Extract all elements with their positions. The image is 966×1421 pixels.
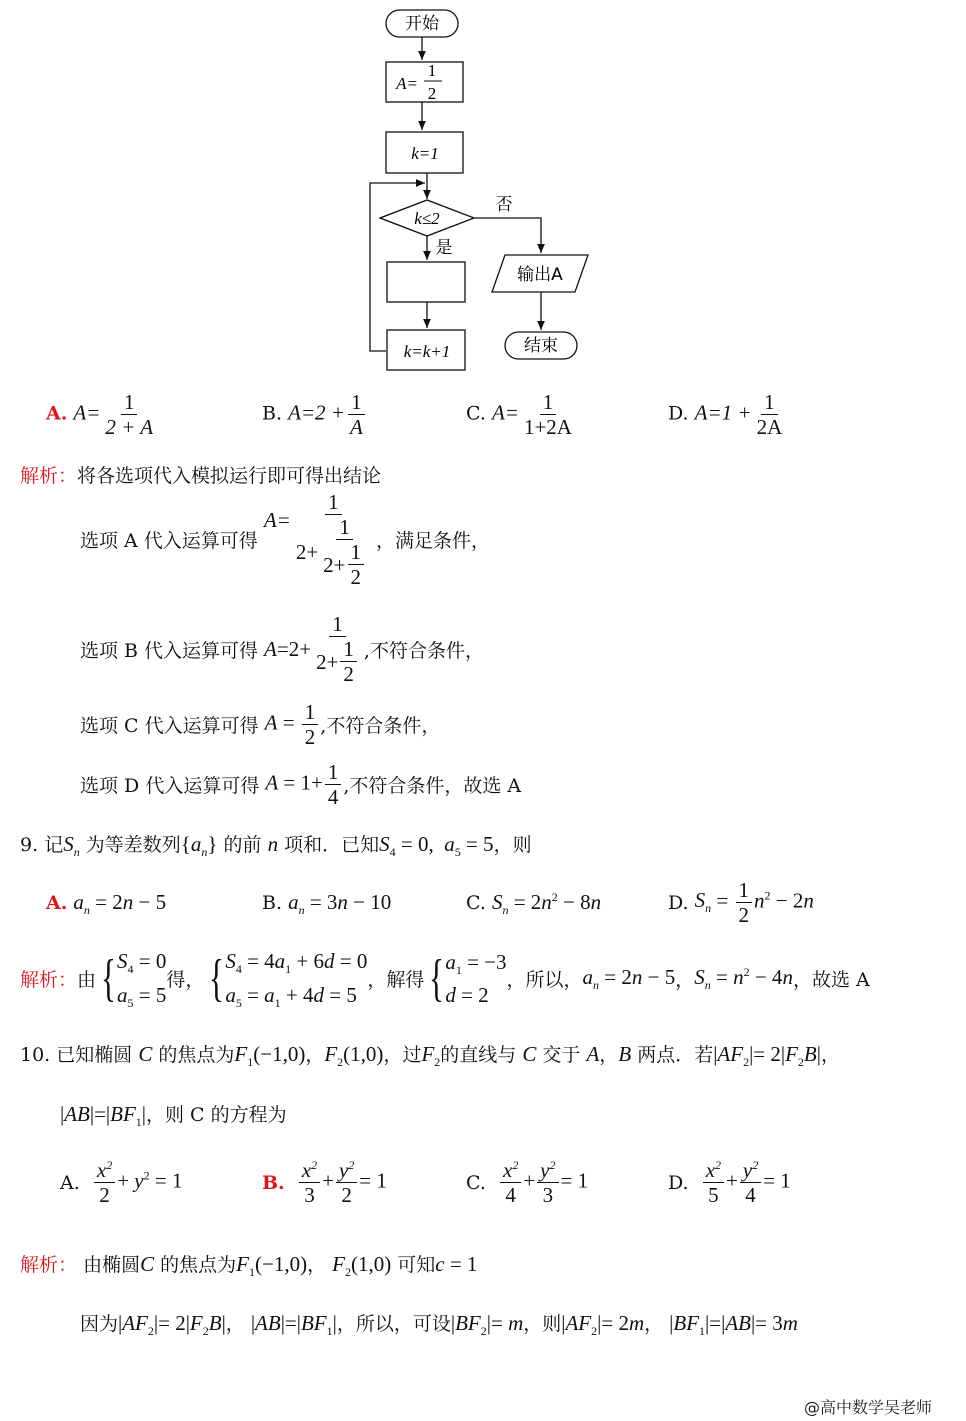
blank-process-box (387, 262, 465, 302)
q8-step-a: 选项 A 代入运算可得 A= 1 2+ 1 2+ $\frac{1}{2}$ ，满足条件， (80, 490, 491, 590)
q9-option-c[interactable]: C. $S_n = 2n^2 - 8n$ (466, 890, 602, 918)
q8-option-d[interactable]: D. A=1 + $\frac{1}{2A}$ (668, 390, 783, 440)
no-label: 否 (495, 195, 513, 215)
q10-option-b[interactable]: B. $\frac{x^2}{3}$ + $\frac{y^2}{2}$ = 1 (262, 1158, 387, 1208)
yes-label: 是 (435, 238, 453, 258)
q10-option-d[interactable]: D. $\frac{x^2}{5}$ + $\frac{y^2}{4}$ = 1 (668, 1158, 791, 1208)
q8-option-a[interactable]: A. A= $\frac{1}{2 + A}$ (46, 390, 154, 440)
q9-option-b[interactable]: B. $a_n = 3n - 10$ (262, 890, 392, 918)
watermark: @高中数学吴老师 (804, 1398, 933, 1417)
q9-option-d[interactable]: D. $S_n$ = $\frac{1}{2}$ $n^2 - 2n$ (668, 878, 814, 928)
q8-option-b[interactable]: B. A=2 + $\frac{1}{A}$ (262, 390, 363, 440)
q10-option-a[interactable]: A. $\frac{x^2}{2}$ + $y^2 = 1$ (60, 1158, 183, 1208)
svg-text:2: 2 (427, 84, 437, 103)
q10-stem-line1: 10. 已知椭圆 C 的焦点为$F_1(-1,0)$，$F_2(1,0)$，过$F_2$的直线与 C 交于 A，B 两点．若$|AF_2|= 2|F_2B|$， (20, 1042, 840, 1070)
svg-text:k=1: k=1 (411, 144, 439, 163)
q8-step-b: 选项 B 代入运算可得 A =2+ 1 2+ $\frac{1}{2}$ ,不符合条件， (80, 612, 484, 687)
q9-stem: 9. 记$S_n$ 为等差数列$\{a_n\}$ 的前 n 项和．已知$S_4 = 0$, $a_5 = 5$，则 (20, 832, 532, 860)
q9-analysis: 解析： 由 { $S_4 = 0$ $a_5 = 5$ 得， { $S_4 = 4a_1 + 6d = 0$ $a_5 = a_1 + 4d = 5$ ，解得 { $a_1 = -3$ d = 2 ，所以， $a_n = 2n - 5$ ， $S_n = n^2 - 4n$ ，故选 A (20, 949, 870, 1010)
flowchart (0, 0, 966, 380)
svg-text:输出A: 输出A (517, 265, 563, 285)
q10-analysis-line1: 解析： 由椭圆C 的焦点为$F_1(-1,0)$， $F_2(1,0)$ 可知c = 1 (20, 1252, 478, 1280)
q10-stem-line2: $|AB|=|BF_1|$，则 C 的方程为 (60, 1102, 287, 1130)
q8-step-d: 选项 D 代入运算可得 A = 1+ $\frac{1}{4}$ ,不符合条件，故选 A (80, 760, 522, 810)
q10-analysis-line2: 因为$|AF_2|= 2|F_2B|$， $|AB|=|BF_1|$，所以，可设$|BF_2|= m$，则$|AF_2|= 2m$， $|BF_1|=|AB|= 3m$ (80, 1311, 798, 1339)
q8-analysis-intro: 解析：将各选项代入模拟运行即可得出结论 (20, 465, 382, 487)
svg-text:A=: A= (396, 74, 418, 93)
svg-text:k=k+1: k=k+1 (403, 342, 451, 361)
svg-text:k≤2: k≤2 (414, 209, 440, 228)
svg-text:1: 1 (427, 61, 437, 80)
q8-step-c: 选项 C 代入运算可得 A = $\frac{1}{2}$ ,不符合条件， (80, 700, 441, 750)
q10-option-c[interactable]: C. $\frac{x^2}{4}$ + $\frac{y^2}{3}$ = 1 (466, 1158, 589, 1208)
q9-option-a[interactable]: A. $a_n = 2n - 5$ (46, 890, 167, 918)
start-label: 开始 (405, 14, 439, 34)
q8-option-c[interactable]: C. A= $\frac{1}{1+2A}$ (466, 390, 572, 440)
svg-text:结束: 结束 (524, 336, 558, 356)
